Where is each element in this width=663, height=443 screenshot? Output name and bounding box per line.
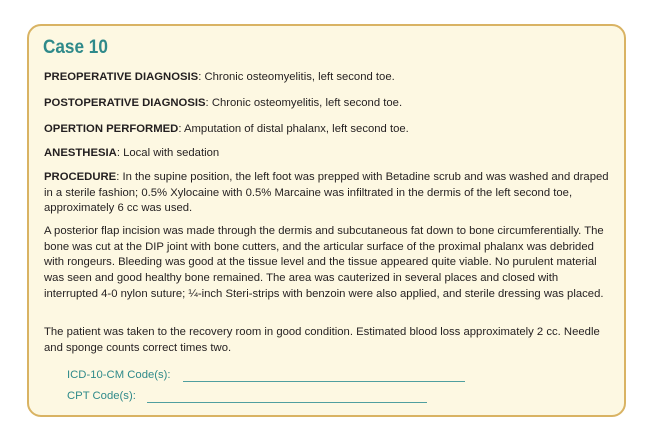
operation-performed-label: OPERTION PERFORMED: [44, 123, 179, 135]
operation-performed-text: : Amputation of distal phalanx, left second toe.: [178, 123, 409, 135]
preoperative-diagnosis: [44, 70, 610, 86]
postop-status-paragraph: The patient was taken to the recovery room in good condition. Estimated blood loss approximately 2 cc. Needle and sponge counts correct times two.: [44, 326, 600, 354]
icd-code-label: ICD-10-CM Code(s):: [67, 369, 171, 381]
postoperative-diagnosis-label: POSTOPERATIVE DIAGNOSIS: [44, 97, 206, 109]
icd-code-blank[interactable]: [183, 381, 465, 382]
icd-code-line: [67, 369, 467, 383]
cpt-code-blank[interactable]: [147, 402, 427, 403]
case-card: [27, 24, 626, 417]
preoperative-diagnosis-text: : Chronic osteomyelitis, left second toe.: [198, 71, 395, 83]
anesthesia: [44, 146, 610, 162]
anesthesia-label: ANESTHESIA: [44, 147, 117, 159]
preoperative-diagnosis-label: PREOPERATIVE DIAGNOSIS: [44, 71, 199, 83]
procedure-label: PROCEDURE: [44, 171, 117, 183]
procedure-details-paragraph: A posterior flap incision was made through the dermis and subcutaneous fat down to bone circumferentially. The bone was cut at the DIP joint with bone cutters, and the articular surface of the proximal phalanx was debrided with rongeurs. Bleeding was good at the tissue level and the tissue appeared quite viable. No purulent material was seen and good healthy bone remained. The area was cauterized in several places and closed with interrupted 4-0 nylon suture; ¼-inch Steri-strips with benzoin were also applied, and sterile dressing was placed.: [44, 225, 604, 300]
procedure: [44, 170, 610, 217]
cpt-code-line: [67, 390, 467, 404]
procedure-text: : In the supine position, the left foot was prepped with Betadine scrub and was washed and draped in a sterile fashion; 0.5% Xylocaine with 0.5% Marcaine was infiltrated in the dermis of the left second toe, approximately 6 cc was used.: [44, 171, 609, 215]
postoperative-diagnosis: [44, 96, 610, 112]
postoperative-diagnosis-text: : Chronic osteomyelitis, left second toe.: [205, 97, 403, 109]
operation-performed: [44, 122, 610, 138]
case-title: Case 10: [43, 36, 108, 58]
anesthesia-text: : Local with sedation: [116, 147, 220, 159]
cpt-code-label: CPT Code(s):: [67, 390, 136, 402]
